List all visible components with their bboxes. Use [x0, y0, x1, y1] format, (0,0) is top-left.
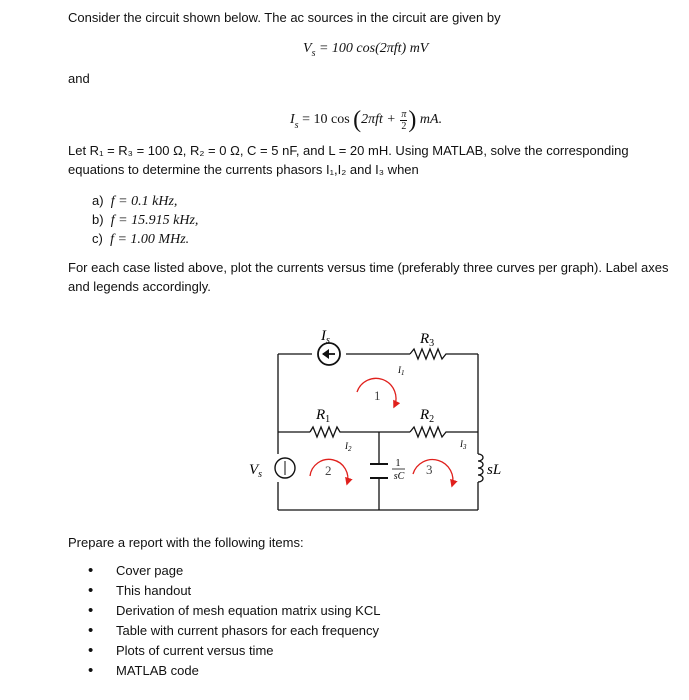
- list-item: • This handout: [88, 581, 380, 601]
- resistor-r3: [410, 349, 450, 359]
- problem-line-2: equations to determine the currents phasors I₁,I₂ and I₃ when: [68, 162, 419, 177]
- case-b: b) f = 15.915 kHz,: [92, 212, 199, 228]
- list-item: • Plots of current versus time: [88, 641, 380, 661]
- label-vs: $V_s$: [249, 462, 263, 480]
- mesh-3-number: 3: [426, 462, 433, 477]
- label-i1: $I_1$: [398, 365, 405, 377]
- label-r1: $R_1$: [316, 407, 331, 425]
- mesh-1-number: 1: [374, 388, 381, 403]
- inductor-coil: [478, 454, 483, 482]
- report-items-list: [88, 561, 380, 681]
- label-cap-num: 1: [395, 458, 401, 469]
- list-item: • Cover page: [88, 561, 380, 581]
- problem-line-1: Let R₁ = R₃ = 100 Ω, R₂ = 0 Ω, C = 5 nF, and L = 20 mH. Using MATLAB, solve the corresponding: [68, 143, 629, 158]
- label-r2: $R_2$: [420, 407, 435, 425]
- current-source-arrowhead: [322, 349, 329, 359]
- case-a: a) f = 0.1 kHz,: [92, 193, 178, 209]
- label-r3: $R_3$: [420, 331, 435, 349]
- and-text: and: [68, 71, 90, 86]
- label-is: $I_s$: [321, 328, 330, 346]
- label-cap-den: sC: [393, 471, 405, 482]
- paren-right: ): [408, 107, 417, 133]
- plot-line-2: and legends accordingly.: [68, 279, 211, 294]
- resistor-r1: [310, 427, 342, 437]
- mesh-2-number: 2: [325, 463, 332, 478]
- is-equation: I $_s$ = 10 cos ( 2πft + $\frac{\pi}{2}$ ) mA.: [290, 107, 443, 133]
- label-i2: $I_2$: [345, 441, 352, 453]
- mesh-3-arrow: [413, 460, 453, 486]
- fraction: $\frac{\pi}{2}$: [401, 108, 407, 132]
- report-intro: Prepare a report with the following items:: [68, 535, 304, 550]
- list-item: • MATLAB code: [88, 661, 380, 681]
- plot-line-1: For each case listed above, plot the currents versus time (preferably three curves per graph). Label axes: [68, 260, 669, 275]
- vs-equation: $V_s = 100$ cos(2πft) mV: [303, 41, 429, 59]
- label-sl: sL: [487, 462, 502, 478]
- intro-text: Consider the circuit shown below. The ac sources in the circuit are given by: [68, 10, 501, 25]
- list-item: • Table with current phasors for each frequency: [88, 621, 380, 641]
- label-i3: $I_3$: [460, 439, 467, 451]
- paren-left: (: [353, 107, 362, 133]
- case-c: c) f = 1.00 MHz.: [92, 231, 190, 247]
- resistor-r2: [410, 427, 448, 437]
- list-item: • Derivation of mesh equation matrix using KCL: [88, 601, 380, 621]
